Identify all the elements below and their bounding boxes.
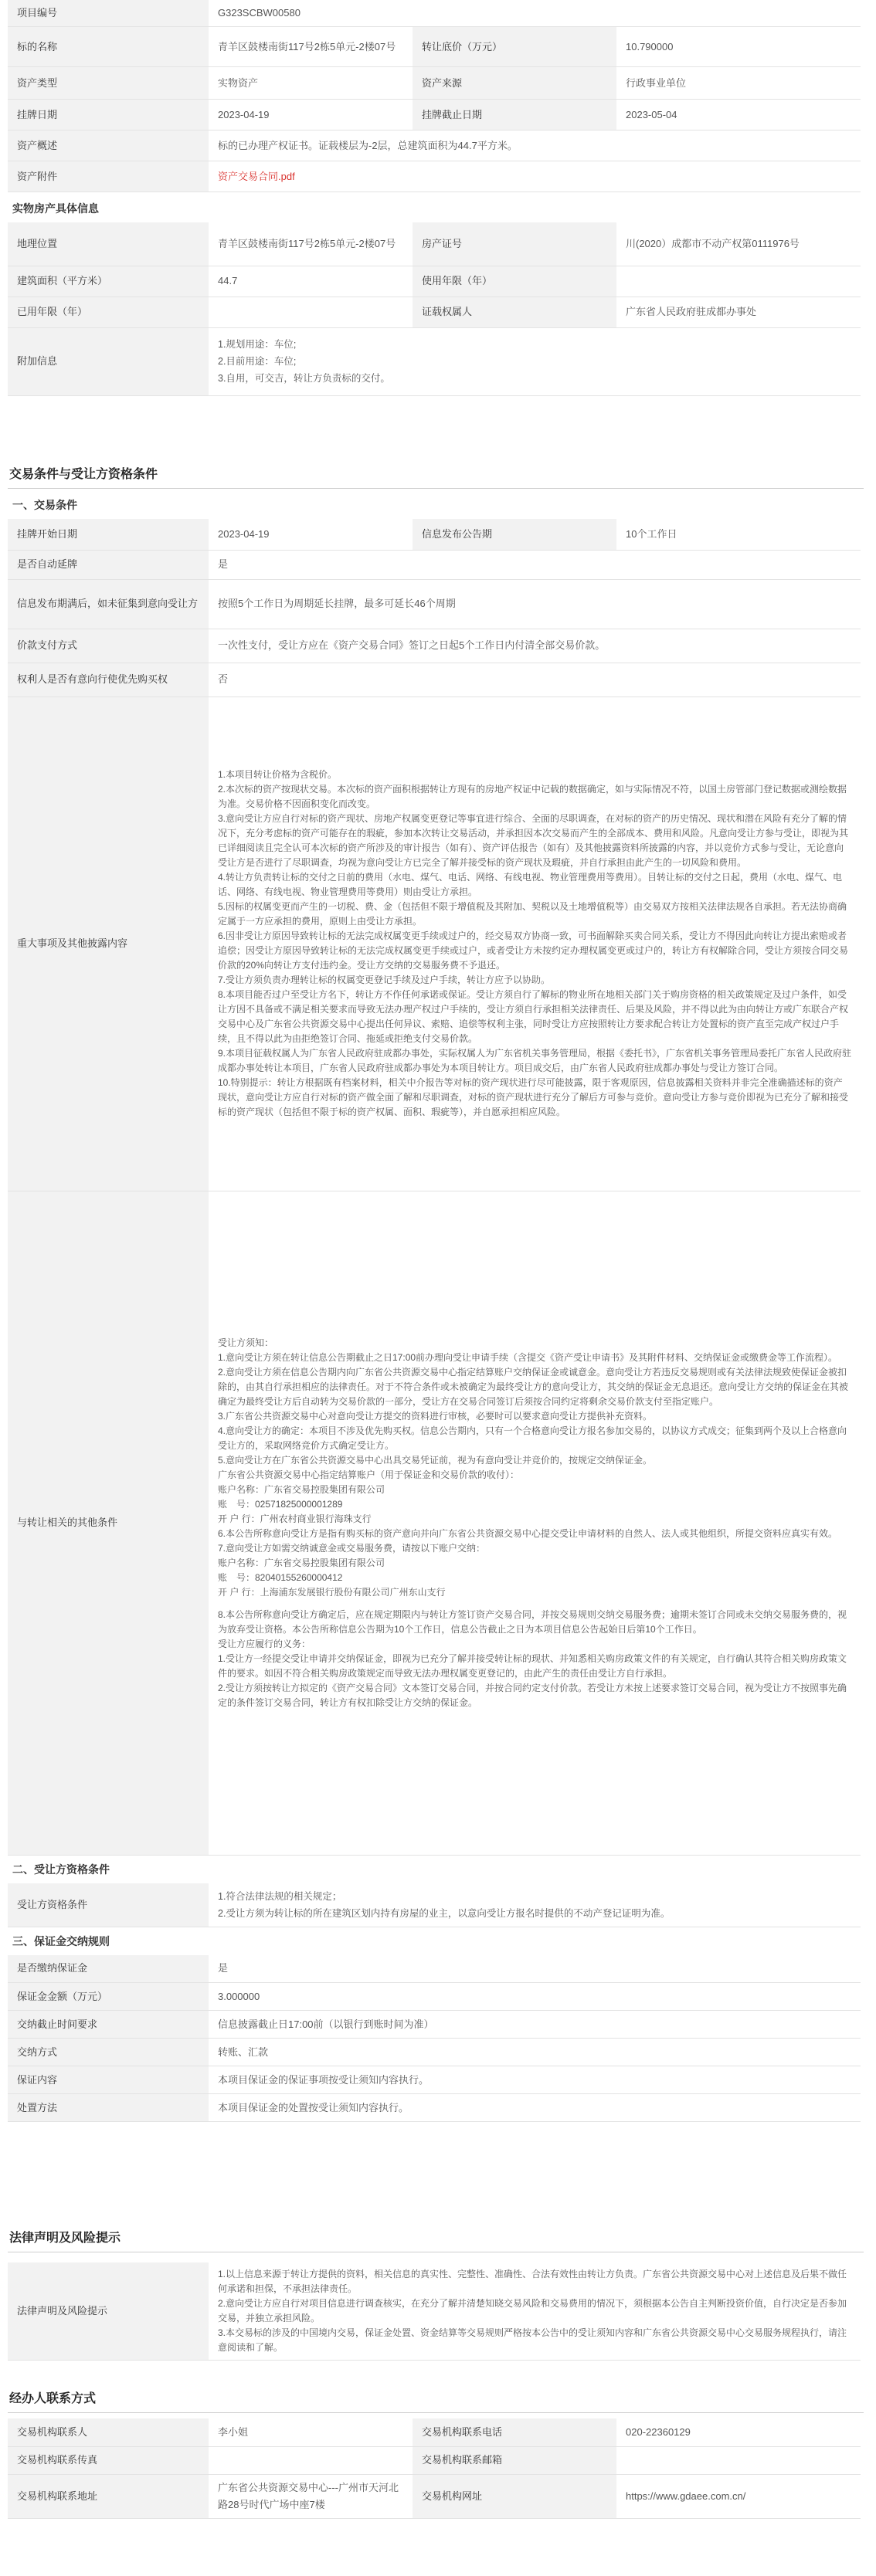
row-label: 信息发布期满后，如未征集到意向受让方 bbox=[8, 579, 209, 629]
service-life bbox=[616, 266, 861, 297]
table-row bbox=[8, 550, 861, 579]
major-disclosures bbox=[209, 697, 861, 1191]
row-label: 证载权属人 bbox=[413, 297, 616, 327]
trading-conditions-subtitle: 一、交易条件 bbox=[12, 499, 77, 511]
row-label: 交易机构网址 bbox=[413, 2474, 616, 2518]
row-label: 交易机构联系传真 bbox=[8, 2446, 209, 2474]
qualification-table bbox=[8, 1883, 861, 1927]
table-row bbox=[8, 67, 861, 100]
deposit-deadline: 信息披露截止日17:00前（以银行到账时间为准） bbox=[209, 2011, 861, 2039]
paragraph: 开 户 行：上海浦东发展银行股份有限公司广州东山支行 bbox=[218, 1586, 446, 1598]
qualification-subtitle: 二、受让方资格条件 bbox=[12, 1863, 110, 1876]
contact-table bbox=[8, 2418, 861, 2519]
contact-person: 李小姐 bbox=[209, 2418, 413, 2446]
row-label: 重大事项及其他披露内容 bbox=[8, 697, 209, 1191]
table-row bbox=[8, 2446, 861, 2474]
paragraph: 6.因非受让方原因导致转让标的无法完成权属变更手续或过户的，经交易双方协商一致，可书面解除买卖合同关系，受让方不得因此向转让方提出索赔或者追偿；因受让方原因导致转让标的无法完成权属变更手续或过户，或者受让方未按约定办理权属变更或过户的，转让方有权解除合同，受让方须按合同交易价款的20%向转让方支付违约金。受让方交纳的交易服务费不予退还。 bbox=[218, 930, 849, 971]
additional-info bbox=[209, 327, 861, 395]
paragraph: 2.意向受让方应自行对项目信息进行调查核实，在充分了解并清楚知晓交易风险和交易费用的情况下，须根据本公告自主判断投资价值，自行决定是否参加交易，并独立承担风险。 bbox=[218, 2298, 847, 2323]
trading-conditions-table bbox=[8, 519, 861, 1856]
row-label: 与转让相关的其他条件 bbox=[8, 1191, 209, 1855]
extension-rule: 按照5个工作日为周期延长挂牌，最多可延长46个周期 bbox=[209, 579, 861, 629]
row-label: 价款支付方式 bbox=[8, 629, 209, 663]
paragraph: 5.因标的权属变更而产生的一切税、费、金（包括但不限于增值税及其附加、契税以及土地增值税等）由交易双方按相关法律法规各自承担。若无法协商确定属于一方应承担的费用，原则上由受让方承担。 bbox=[218, 901, 847, 927]
used-years bbox=[209, 297, 413, 327]
property-detail-title: 实物房产具体信息 bbox=[12, 202, 99, 215]
paragraph: 开 户 行：广州农村商业银行海珠支行 bbox=[218, 1513, 372, 1524]
registered-owner: 广东省人民政府驻成都办事处 bbox=[616, 297, 861, 327]
row-label: 建筑面积（平方米） bbox=[8, 266, 209, 297]
contact-address: 广东省公共资源交易中心---广州市天河北路28号时代广场中座7楼 bbox=[209, 2474, 413, 2518]
row-label: 交易机构联系电话 bbox=[413, 2418, 616, 2446]
table-row bbox=[8, 1955, 861, 1983]
row-label: 已用年限（年） bbox=[8, 297, 209, 327]
legal-section-title: 法律声明及风险提示 bbox=[8, 2225, 864, 2252]
paragraph: 9.本项目征载权属人为广东省人民政府驻成都办事处，实际权属人为广东省机关事务管理局，根据《委托书》，广东省机关事务管理局委托广东省人民政府驻成都办事处转让本项目，广东省人民政府驻成都办事处为本项目转让方。项目成交后，由广东省人民政府驻成都办事处与受让方签订合同。 bbox=[218, 1048, 852, 1073]
contact-info bbox=[8, 2418, 861, 2519]
table-row bbox=[8, 579, 861, 629]
row-label: 挂牌开始日期 bbox=[8, 519, 209, 550]
paragraph: 2.意向受让方须在信息公告期内向广东省公共资源交易中心指定结算账户交纳保证金或诚意金。意向受让方若违反交易规则或有关法律法规致使保证金被扣除的，由其自行承担相应的法律责任。对于不符合条件或未被确定为最终受让方的意向受让方，其交纳的保证金无息退还。意向受让方交纳的保证金在其被确定为最终受让方后自动转为交易价款的一部分，受让方在交易合同签订后须按合同约定将剩余交易价款支付至指定账户。 bbox=[218, 1366, 849, 1407]
qualification-conditions bbox=[209, 1883, 861, 1927]
table-row bbox=[8, 2011, 861, 2039]
property-detail bbox=[8, 195, 861, 396]
attachment-link[interactable]: 资产交易合同.pdf bbox=[209, 161, 861, 192]
table-row bbox=[8, 0, 861, 27]
row-label: 资产附件 bbox=[8, 161, 209, 192]
payment-method: 一次性支付，受让方应在《资产交易合同》签订之日起5个工作日内付清全部交易价款。 bbox=[209, 629, 861, 663]
asset-summary bbox=[8, 0, 861, 192]
row-label: 是否缴纳保证金 bbox=[8, 1955, 209, 1983]
paragraph: 8.本项目能否过户至受让方名下，转让方不作任何承诺或保证。受让方须自行了解标的物业所在地相关部门关于购房资格的相关政策规定及过户条件，如受让方因不具备或不满足相关要求而导致无法办理产权过户手续的，受让方须自行承担相关法律责任、后果及风险，并不得以此为由向转让方或广东联合产权交易中心及广东省公共资源交易中心提出任何异议、索赔、追偿等权利主张，同时受让方应按照转让方要求配合转让方处置标的资产直至完成产权过户手续，且不得以此为由拒绝签订合同、拖延或拒绝支付交易价款。 bbox=[218, 989, 849, 1044]
note-line: 1.规划用途：车位; bbox=[218, 339, 297, 350]
row-label: 权利人是否有意向行使优先购买权 bbox=[8, 663, 209, 697]
note-line: 3.自用，可交吉，转让方负责标的交付。 bbox=[218, 373, 390, 384]
contact-fax bbox=[209, 2446, 413, 2474]
paragraph: 5.意向受让方在广东省公共资源交易中心出具交易凭证前，视为有意向受让并竞价的，按规定交纳保证金。 bbox=[218, 1454, 653, 1466]
paragraph: 账户名称：广东省交易控股集团有限公司 bbox=[218, 1483, 385, 1495]
table-row bbox=[8, 2262, 861, 2361]
asset-type: 实物资产 bbox=[209, 67, 413, 100]
paragraph: 1.受让方一经提交受让申请并交纳保证金，即视为已充分了解并接受转让标的现状、并知悉相关购房政策文件的有关规定，自行确认其符合相关购房政策文件的要求。如因不符合相关购房政策规定而导致无法办理权属变更登记的，由此产生的责任由受让方自行承担。 bbox=[218, 1652, 847, 1679]
note-line: 2.目前用途：车位; bbox=[218, 356, 297, 367]
paragraph: 10.特别提示：转让方根据既有档案材料，相关中介报告等对标的资产现状进行尽可能披露，限于客观原因，信息披露相关资料并非完全准确描述标的资产现状，意向受让方应自行对标的资产做全面了解和尽职调查，对标的资产现状进行充分了解后方可参与竞价。意向受让方参与竞价即视为已充分了解和接受标的资产现状（包括但不限于标的资产权属、面积、瑕疵等），并自愿承担相应风险。 bbox=[218, 1077, 849, 1117]
listing-end-date: 2023-05-04 bbox=[616, 100, 861, 130]
paragraph: 账户名称：广东省交易控股集团有限公司 bbox=[218, 1557, 385, 1568]
paragraph: 1.以上信息来源于转让方提供的资料，相关信息的真实性、完整性、准确性、合法有效性由转让方负责。广东省公共资源交易中心对上述信息及后果不做任何承诺和担保，不承担法律责任。 bbox=[218, 2269, 847, 2294]
deposit-required: 是 bbox=[209, 1955, 861, 1983]
table-row bbox=[8, 629, 861, 663]
table-row bbox=[8, 327, 861, 395]
table-row bbox=[8, 2039, 861, 2066]
deposit-content: 本项目保证金的保证事项按受让须知内容执行。 bbox=[209, 2066, 861, 2094]
row-label: 房产证号 bbox=[413, 222, 616, 266]
trading-conditions bbox=[8, 491, 861, 2122]
deposit-method: 转账、汇款 bbox=[209, 2039, 861, 2066]
reserve-price: 10.790000 bbox=[616, 27, 861, 67]
paragraph: 1.意向受让方须在转让信息公告期截止之日17:00前办理向受让申请手续（含提交《资产受让申请书》及其附件材料、交纳保证金或缴费金等工作流程）。 bbox=[218, 1351, 838, 1363]
table-row bbox=[8, 222, 861, 266]
table-row bbox=[8, 663, 861, 697]
table-row bbox=[8, 161, 861, 192]
deposit-disposal: 本项目保证金的处置按受让须知内容执行。 bbox=[209, 2094, 861, 2122]
deposit-amount: 3.000000 bbox=[209, 1983, 861, 2011]
row-label: 资产类型 bbox=[8, 67, 209, 100]
table-row bbox=[8, 1191, 861, 1855]
legal-notice bbox=[8, 2262, 861, 2361]
asset-source: 行政事业单位 bbox=[616, 67, 861, 100]
deposit-table bbox=[8, 1955, 861, 2123]
paragraph: 账 号：82040155260000412 bbox=[218, 1571, 343, 1583]
row-label: 资产来源 bbox=[413, 67, 616, 100]
legal-table bbox=[8, 2262, 861, 2361]
paragraph: 3.广东省公共资源交易中心对意向受让方提交的资料进行审核，必要时可以要求意向受让方提供补充资料。 bbox=[218, 1410, 653, 1422]
row-label: 转让底价（万元） bbox=[413, 27, 616, 67]
row-label: 交易机构联系人 bbox=[8, 2418, 209, 2446]
row-label: 信息发布公告期 bbox=[413, 519, 616, 550]
table-row bbox=[8, 1883, 861, 1927]
paragraph: 1.本项目转让价格为含税价。 bbox=[218, 769, 338, 780]
contact-email bbox=[616, 2446, 861, 2474]
table-row bbox=[8, 2066, 861, 2094]
paragraph: 6.本公告所称意向受让方是指有购买标的资产意向并向广东省公共资源交易中心提交受让申请材料的自然人、法人或其他组织，所提交资料应真实有效。 bbox=[218, 1527, 838, 1539]
table-row bbox=[8, 697, 861, 1191]
paragraph: 7.受让方须负责办理转让标的权属变更登记手续及过户手续，转让方应予以协助。 bbox=[218, 974, 551, 985]
row-label: 资产概述 bbox=[8, 130, 209, 161]
table-row bbox=[8, 100, 861, 130]
paragraph: 7.意向受让方如需交纳诚意金或交易服务费，请按以下账户交纳： bbox=[218, 1542, 486, 1554]
table-row bbox=[8, 2094, 861, 2122]
table-row bbox=[8, 2474, 861, 2518]
table-row bbox=[8, 2418, 861, 2446]
row-label: 保证金金额（万元） bbox=[8, 1983, 209, 2011]
row-label: 项目编号 bbox=[8, 0, 209, 27]
asset-name: 青羊区鼓楼南街117号2栋5单元-2楼07号 bbox=[209, 27, 413, 67]
listing-start-date: 2023-04-19 bbox=[209, 519, 413, 550]
property-detail-table bbox=[8, 222, 861, 396]
deposit-subtitle: 三、保证金交纳规则 bbox=[12, 1934, 110, 1947]
table-row bbox=[8, 519, 861, 550]
building-area: 44.7 bbox=[209, 266, 413, 297]
paragraph: 受让方须知： bbox=[218, 1337, 274, 1348]
row-label: 法律声明及风险提示 bbox=[8, 2262, 209, 2361]
table-row bbox=[8, 1983, 861, 2011]
row-label: 标的名称 bbox=[8, 27, 209, 67]
row-label: 挂牌日期 bbox=[8, 100, 209, 130]
row-label: 交纳方式 bbox=[8, 2039, 209, 2066]
paragraph: 账 号：02571825000001289 bbox=[218, 1498, 343, 1510]
asset-summary-table bbox=[8, 0, 861, 192]
row-label: 保证内容 bbox=[8, 2066, 209, 2094]
row-label: 是否自动延牌 bbox=[8, 550, 209, 579]
contact-section-title: 经办人联系方式 bbox=[8, 2386, 864, 2413]
row-label: 附加信息 bbox=[8, 327, 209, 395]
preemptive-right: 否 bbox=[209, 663, 861, 697]
row-label: 使用年限（年） bbox=[413, 266, 616, 297]
announcement-period: 10个工作日 bbox=[616, 519, 861, 550]
row-label: 交易机构联系地址 bbox=[8, 2474, 209, 2518]
asset-overview: 标的已办理产权证书。证载楼层为-2层，总建筑面积为44.7平方米。 bbox=[209, 130, 861, 161]
row-label: 处置方法 bbox=[8, 2094, 209, 2122]
paragraph: 1.符合法律法规的相关规定； bbox=[218, 1890, 342, 1902]
paragraph: 2.本次标的资产按现状交易。本次标的资产面积根据转让方现有的房地产权证中记载的数据确定，如与实际情况不符，以国土房管部门登记数据或测绘数据为准。交易价格不因面积变化而改变。 bbox=[218, 784, 847, 809]
website-link[interactable]: https://www.gdaee.com.cn/ bbox=[616, 2474, 861, 2518]
paragraph: 3.本交易标的涉及的中国境内交易，保证金处置、资金结算等交易规则严格按本公告中的受让须知内容和广东省公共资源交易中心交易服务规程执行，请注意阅读和了解。 bbox=[218, 2327, 847, 2353]
row-label: 交易机构联系邮箱 bbox=[413, 2446, 616, 2474]
paragraph: 广东省公共资源交易中心指定结算账户（用于保证金和交易价款的收付）： bbox=[218, 1469, 520, 1480]
contact-phone: 020-22360129 bbox=[616, 2418, 861, 2446]
paragraph: 2.受让方须按转让方拟定的《资产交易合同》文本签订交易合同，并按合同约定支付价款。若受让方未按上述要求签订交易合同，视为受让方不按照事先确定的条件签订交易合同，转让方有权扣除受让方交纳的保证金。 bbox=[218, 1682, 847, 1708]
paragraph: 3.意向受让方应自行对标的资产现状、房地产权属变更登记等事宜进行综合、全面的尽职调查，在对标的资产的历史情况、现状和潜在风险有充分了解的情况下，充分考虑标的资产可能存在的瑕疵，参加本次转让交易活动，并承担因本次交易而产生的全部成本、费用和风险。凡意向受让方参与受让，即视为其已详细阅读且完全认可本次标的资产所涉及的审计报告（如有）、资产评估报告（如有）及其他披露资料所披露的内容，并以竞价方式参与受让，无论意向受让方是否进行了尽职调查，均视为意向受让方已完全了解并接受标的资产现状及瑕疵，并自行承担由此产生的一切风险和费用。 bbox=[218, 813, 849, 868]
row-label: 地理位置 bbox=[8, 222, 209, 266]
auto-extend: 是 bbox=[209, 550, 861, 579]
paragraph: 4.转让方负责转让标的交付之日前的费用（水电、煤气、电话、网络、有线电视、物业管理费用等费用）。目转让标的交付之日起，费用（水电、煤气、电话、网络、有线电视、物业管理费用等费用）则由受让方承担。 bbox=[218, 872, 843, 897]
paragraph: 8.本公告所称意向受让方确定后，应在规定期限内与转让方签订资产交易合同，并按交易规则交纳交易服务费；逾期未签订合同或未交纳交易服务费的，视为放弃受让资格。本公告所称信息公告期为10个工作日，信息公告截止之日为本项目信息公告起始日后第10个工作日。 bbox=[218, 1608, 847, 1635]
table-row bbox=[8, 130, 861, 161]
certificate-number: 川(2020）成都市不动产权第0111976号 bbox=[616, 222, 861, 266]
legal-content bbox=[209, 2262, 861, 2361]
paragraph: 受让方应履行的义务： bbox=[218, 1638, 311, 1649]
listing-date: 2023-04-19 bbox=[209, 100, 413, 130]
conditions-section-title: 交易条件与受让方资格条件 bbox=[8, 462, 864, 489]
table-row bbox=[8, 297, 861, 327]
row-label: 受让方资格条件 bbox=[8, 1883, 209, 1927]
location: 青羊区鼓楼南街117号2栋5单元-2楼07号 bbox=[209, 222, 413, 266]
paragraph: 2.受让方须为转让标的所在建筑区划内持有房屋的业主，以意向受让方报名时提供的不动产登记证明为准。 bbox=[218, 1907, 671, 1919]
project-number: G323SCBW00580 bbox=[209, 0, 861, 27]
row-label: 交纳截止时间要求 bbox=[8, 2011, 209, 2039]
paragraph: 4.意向受让方的确定：本项目不涉及优先购买权。信息公告期内，只有一个合格意向受让方报名参加交易的，以协议方式成交；征集到两个及以上合格意向受让方的，采取网络竞价方式确定受让方。 bbox=[218, 1425, 847, 1451]
table-row bbox=[8, 27, 861, 67]
row-label: 挂牌截止日期 bbox=[413, 100, 616, 130]
other-conditions bbox=[209, 1191, 861, 1855]
table-row bbox=[8, 266, 861, 297]
